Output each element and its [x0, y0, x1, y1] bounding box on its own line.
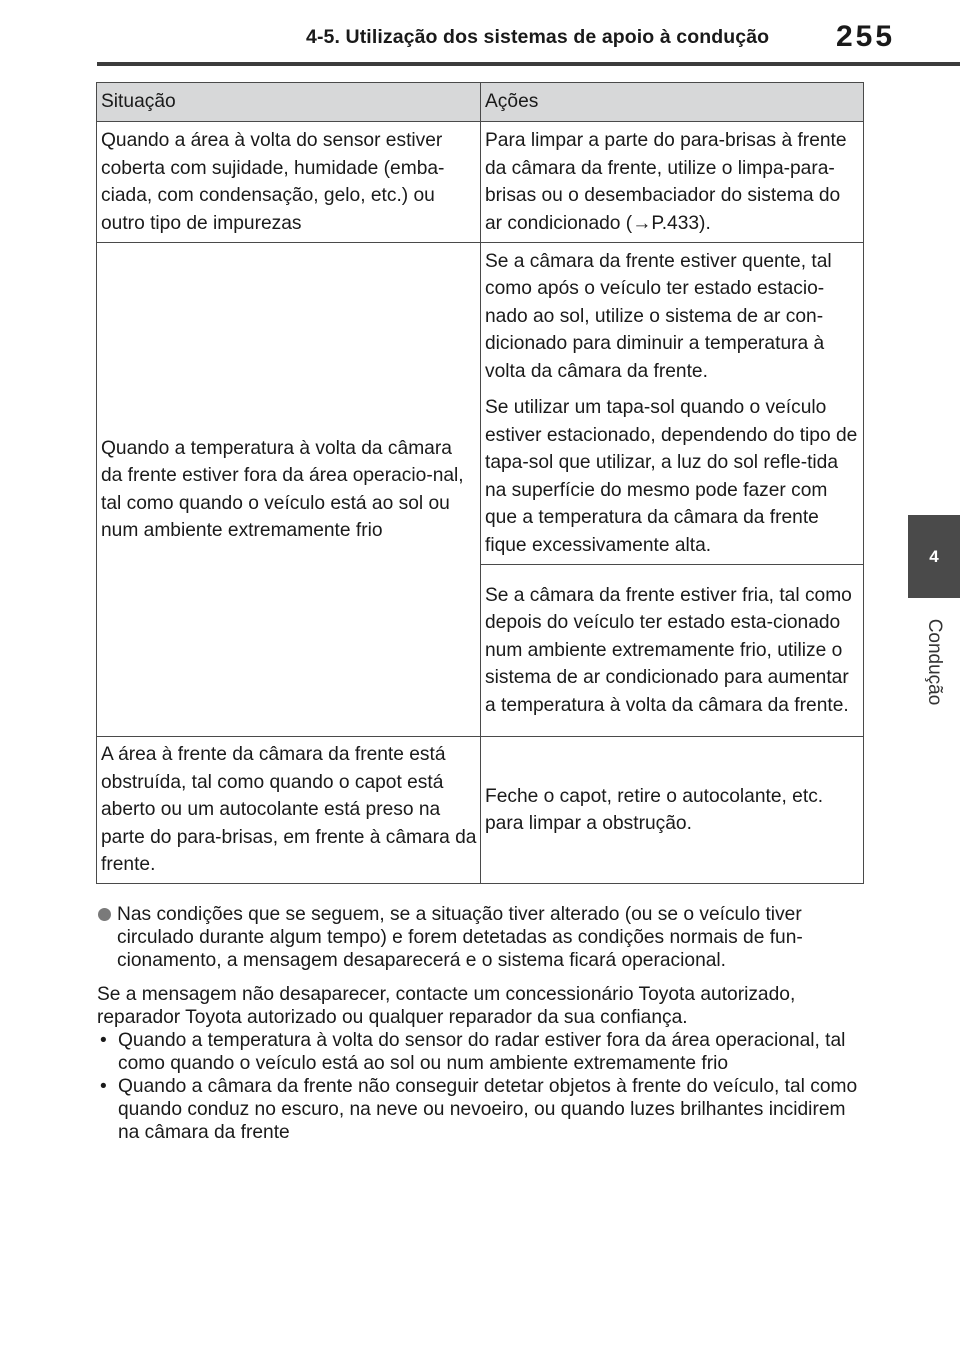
chapter-number: 4	[929, 546, 939, 566]
situations-actions-table	[96, 82, 864, 884]
bullet-marker: •	[100, 1030, 107, 1051]
action-text: Se a câmara da frente estiver fria, tal como depois do veículo ter estado esta-cionado num ambiente extremamente frio, utilize o sistema de ar condicionado para aumentar a temperatura à volta da câmara da frente.	[485, 584, 852, 716]
page-number: 255	[836, 20, 896, 53]
chapter-tab	[908, 515, 960, 598]
action-cell	[481, 565, 864, 737]
column-header-situation: Situação	[97, 83, 481, 122]
situation-cell	[97, 122, 481, 243]
table-row	[97, 243, 864, 565]
circle-bullet-icon	[98, 908, 111, 921]
situation-cell	[97, 243, 481, 737]
action-text: Se a câmara da frente estiver quente, tal como após o veículo ter estado estacio-nado ao sol, utilize o sistema de ar con-dicionado para diminuir a temperatura à volta da câmara da frente.	[485, 250, 832, 382]
situation-text: Quando a temperatura à volta da câmara da frente estiver fora da área operacio-nal, tal como quando o veículo está ao sol ou num ambiente extremamente frio	[101, 437, 464, 541]
table-row	[97, 737, 864, 884]
condition-list	[97, 1029, 862, 1144]
section-title: 4-5. Utilização dos sistemas de apoio à condução	[306, 26, 770, 48]
note-item	[97, 903, 882, 972]
situation-text: Quando a área à volta do sensor estiver coberta com sujidade, humidade (emba-ciada, com condensação, gelo, etc.) ou outro tipo de impurezas	[101, 130, 445, 234]
action-text: Se utilizar um tapa-sol quando o veículo estiver estacionado, dependendo do tipo de tapa-sol que utilizar, a luz do sol refle-tida na superfície do mesmo pode fazer com que a temperatura da câmara da frente fique excessivamente alta.	[485, 397, 858, 556]
action-cell	[481, 243, 864, 565]
list-item-text: Quando a temperatura à volta do sensor do radar estiver fora da área operacional, tal como quando o veículo está ao sol ou num ambiente extremamente frio	[118, 1030, 846, 1074]
action-text: Feche o capot, retire o autocolante, etc. para limpar a obstrução.	[485, 785, 824, 834]
action-text: Para limpar a parte do para-brisas à frente da câmara da frente, utilize o limpa-para-brisas ou o desembaciador do sistema do ar condicionado (→P.433).	[485, 130, 847, 234]
header-rule	[97, 62, 960, 66]
situation-text: A área à frente da câmara da frente está obstruída, tal como quando o capot está aberto ou um autocolante está preso na parte do para-brisas, em frente à câmara da frente.	[101, 744, 477, 876]
table-row	[97, 122, 864, 243]
action-cell	[481, 737, 864, 884]
bullet-marker: •	[100, 1076, 107, 1097]
list-item	[97, 1029, 862, 1075]
chapter-label: Condução	[924, 618, 945, 706]
list-item	[97, 1075, 862, 1144]
table-header-row	[97, 83, 864, 122]
action-cell	[481, 122, 864, 243]
note-text: Nas condições que se seguem, se a situação tiver alterado (ou se o veículo tiver circulado durante algum tempo) e forem detetadas as condições normais de fun-cionamento, a mensagem desaparecerá e o sistema ficará operacional.	[117, 904, 803, 971]
situation-cell	[97, 737, 481, 884]
list-item-text: Quando a câmara da frente não conseguir detetar objetos à frente do veículo, tal como quando conduz no escuro, na neve ou nevoeiro, ou quando luzes brilhantes incidirem na câmara da frente	[118, 1076, 858, 1143]
paragraph: Se a mensagem não desaparecer, contacte um concessionário Toyota autorizado, reparador Toyota autorizado ou qualquer reparador da sua confiança.	[97, 984, 796, 1028]
column-header-actions: Ações	[481, 83, 864, 122]
